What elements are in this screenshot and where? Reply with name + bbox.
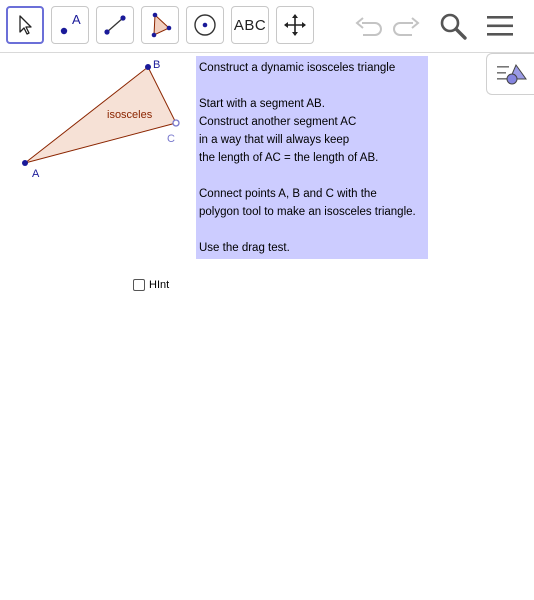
segment-tool-button[interactable] bbox=[96, 6, 134, 44]
instructions-text-box bbox=[196, 56, 428, 259]
polygon-label: isosceles bbox=[107, 109, 153, 121]
isosceles-polygon[interactable] bbox=[25, 67, 176, 163]
circle-icon bbox=[190, 10, 220, 40]
undo-button[interactable] bbox=[351, 8, 387, 44]
search-icon bbox=[438, 11, 468, 41]
instruction-line bbox=[199, 221, 428, 239]
polygon-tool-button[interactable] bbox=[141, 6, 179, 44]
redo-icon bbox=[391, 14, 421, 38]
menu-icon bbox=[485, 13, 515, 39]
text-tool-button[interactable] bbox=[231, 6, 269, 44]
instruction-line: Start with a segment AB. bbox=[199, 98, 325, 110]
point-c[interactable] bbox=[173, 120, 179, 126]
circle-tool-button[interactable] bbox=[186, 6, 224, 44]
hint-checkbox[interactable] bbox=[133, 277, 169, 293]
instruction-line: Use the drag test. bbox=[199, 242, 290, 254]
instruction-line: the length of AC = the length of AB. bbox=[199, 152, 379, 164]
instruction-line: in a way that will always keep bbox=[199, 134, 350, 146]
point-c-label: C bbox=[167, 133, 175, 145]
move-view-tool-button[interactable] bbox=[276, 6, 314, 44]
menu-button[interactable] bbox=[482, 8, 518, 44]
point-a-label: A bbox=[32, 168, 40, 180]
hint-checkbox-box[interactable] bbox=[133, 279, 145, 291]
instruction-line: Connect points A, B and C with the bbox=[199, 188, 377, 200]
segment-icon bbox=[101, 11, 129, 39]
arrow-cursor-icon bbox=[14, 14, 36, 36]
point-icon bbox=[55, 10, 85, 40]
instruction-line bbox=[199, 167, 428, 185]
hint-checkbox-label: HInt bbox=[149, 279, 170, 291]
search-button[interactable] bbox=[435, 8, 471, 44]
text-tool-label: ABC bbox=[233, 16, 267, 34]
polygon-icon bbox=[145, 10, 175, 40]
instruction-line: polygon tool to make an isosceles triangle. bbox=[199, 206, 416, 218]
point-b-label: B bbox=[153, 59, 161, 71]
undo-icon bbox=[354, 14, 384, 38]
move-tool-button[interactable] bbox=[6, 6, 44, 44]
point-tool-letter: A bbox=[72, 12, 81, 27]
instruction-line: Construct a dynamic isosceles triangle bbox=[199, 62, 396, 74]
redo-button[interactable] bbox=[388, 8, 424, 44]
instruction-line: Construct another segment AC bbox=[199, 116, 357, 128]
point-b[interactable] bbox=[145, 64, 151, 70]
instruction-line bbox=[199, 77, 428, 95]
point-tool-button[interactable] bbox=[51, 6, 89, 44]
point-a[interactable] bbox=[22, 160, 28, 166]
move-arrows-icon bbox=[282, 12, 308, 38]
toolbar bbox=[0, 0, 534, 53]
